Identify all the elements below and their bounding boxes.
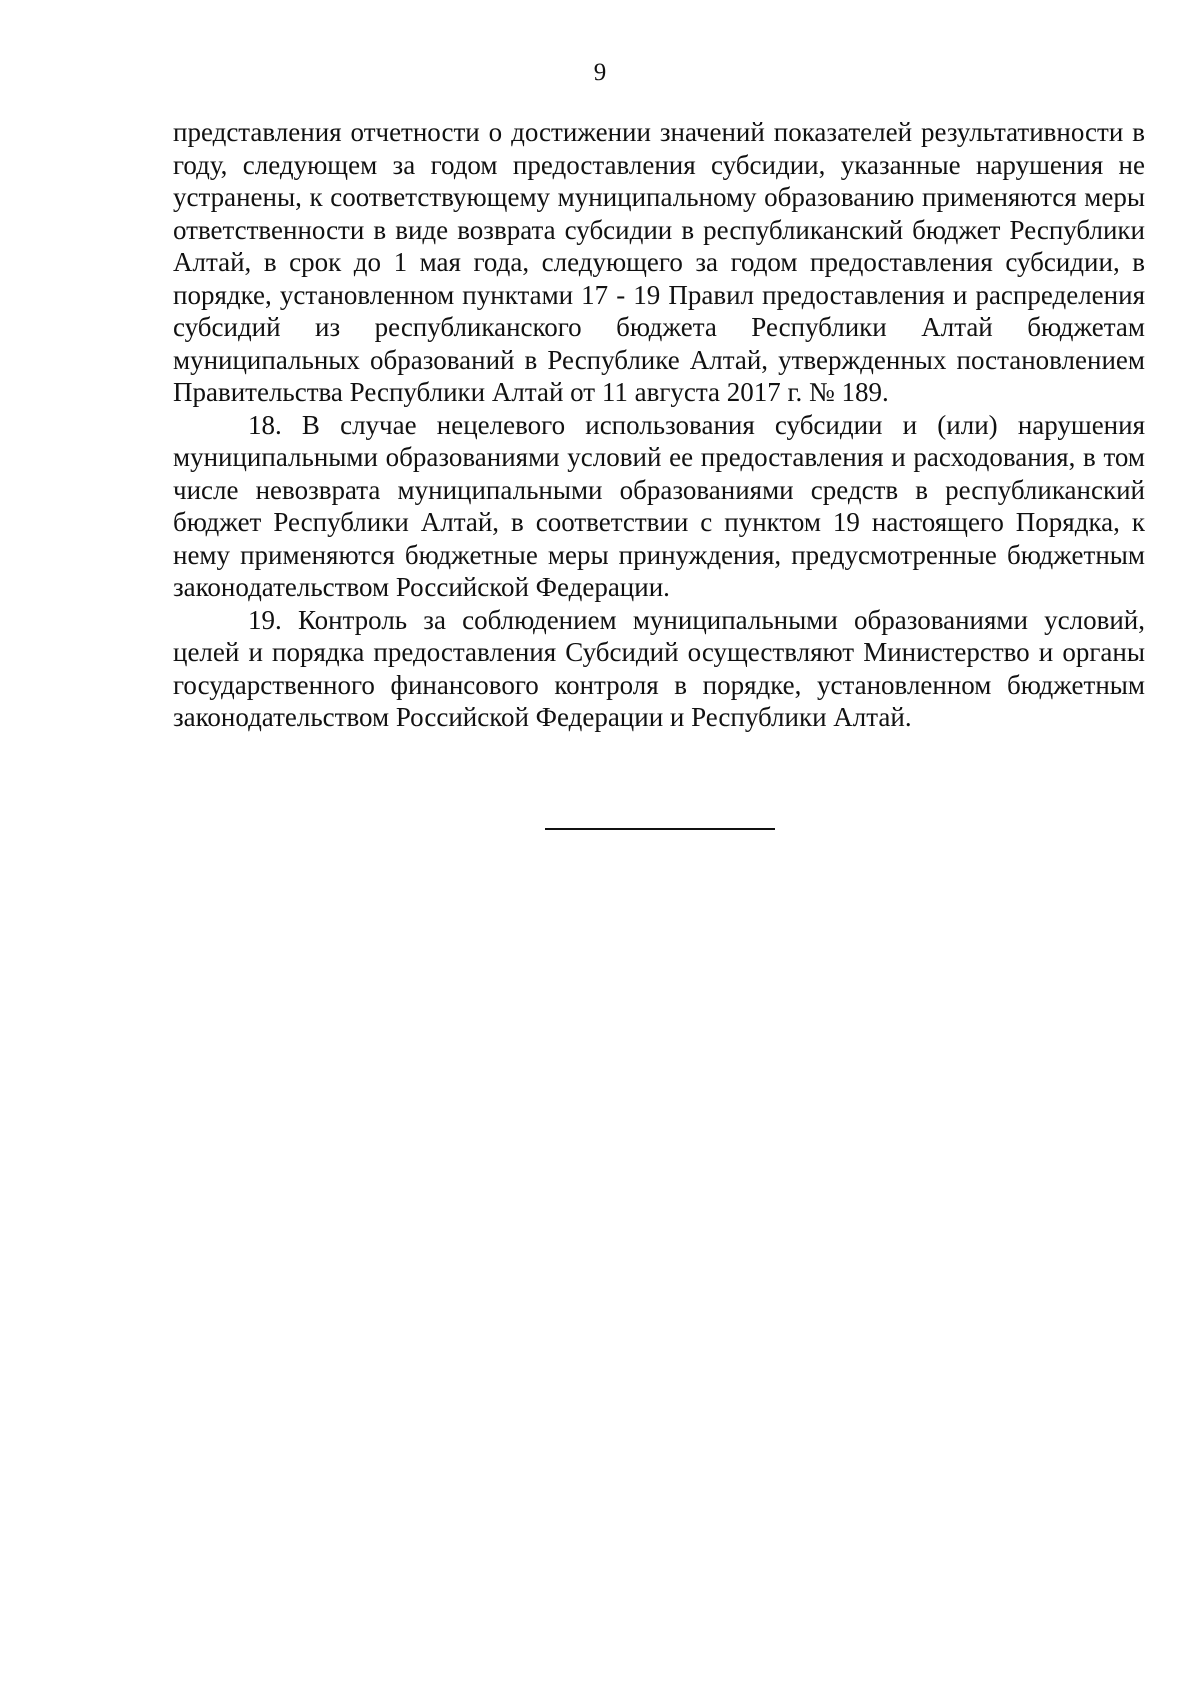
document-body <box>173 116 1145 734</box>
paragraph-19: 19. Контроль за соблюдением муниципальными образованиями условий, целей и порядка предоставления Субсидий осуществляют Министерство и органы государственного финансового контроля в порядке, установленном бюджетным законодательством Российской Федерации и Республики Алтай. <box>173 604 1145 732</box>
end-of-document-rule <box>545 828 775 830</box>
paragraph-continuation: представления отчетности о достижении значений показателей результативности в году, следующем за годом предоставления субсидии, указанные нарушения не устранены, к соответствующему муниципальному образованию применяются меры ответственности в виде возврата субсидии в республиканский бюджет Республики Алтай, в срок до 1 мая года, следующего за годом предоставления субсидии, в порядке, установленном пунктами 17 - 19 Правил предоставления и распределения субсидий из республиканского бюджета Республики Алтай бюджетам муниципальных образований в Республике Алтай, утвержденных постановлением Правительства Республики Алтай от 11 августа 2017 г. № 189. <box>173 117 1145 407</box>
page-number: 9 <box>593 59 607 86</box>
paragraph-18: 18. В случае нецелевого использования субсидии и (или) нарушения муниципальными образованиями условий ее предоставления и расходования, в том числе невозврата муниципальными образованиями средств в республиканский бюджет Республики Алтай, в соответствии с пунктом 19 настоящего Порядка, к нему применяются бюджетные меры принуждения, предусмотренные бюджетным законодательством Российской Федерации. <box>173 409 1145 602</box>
